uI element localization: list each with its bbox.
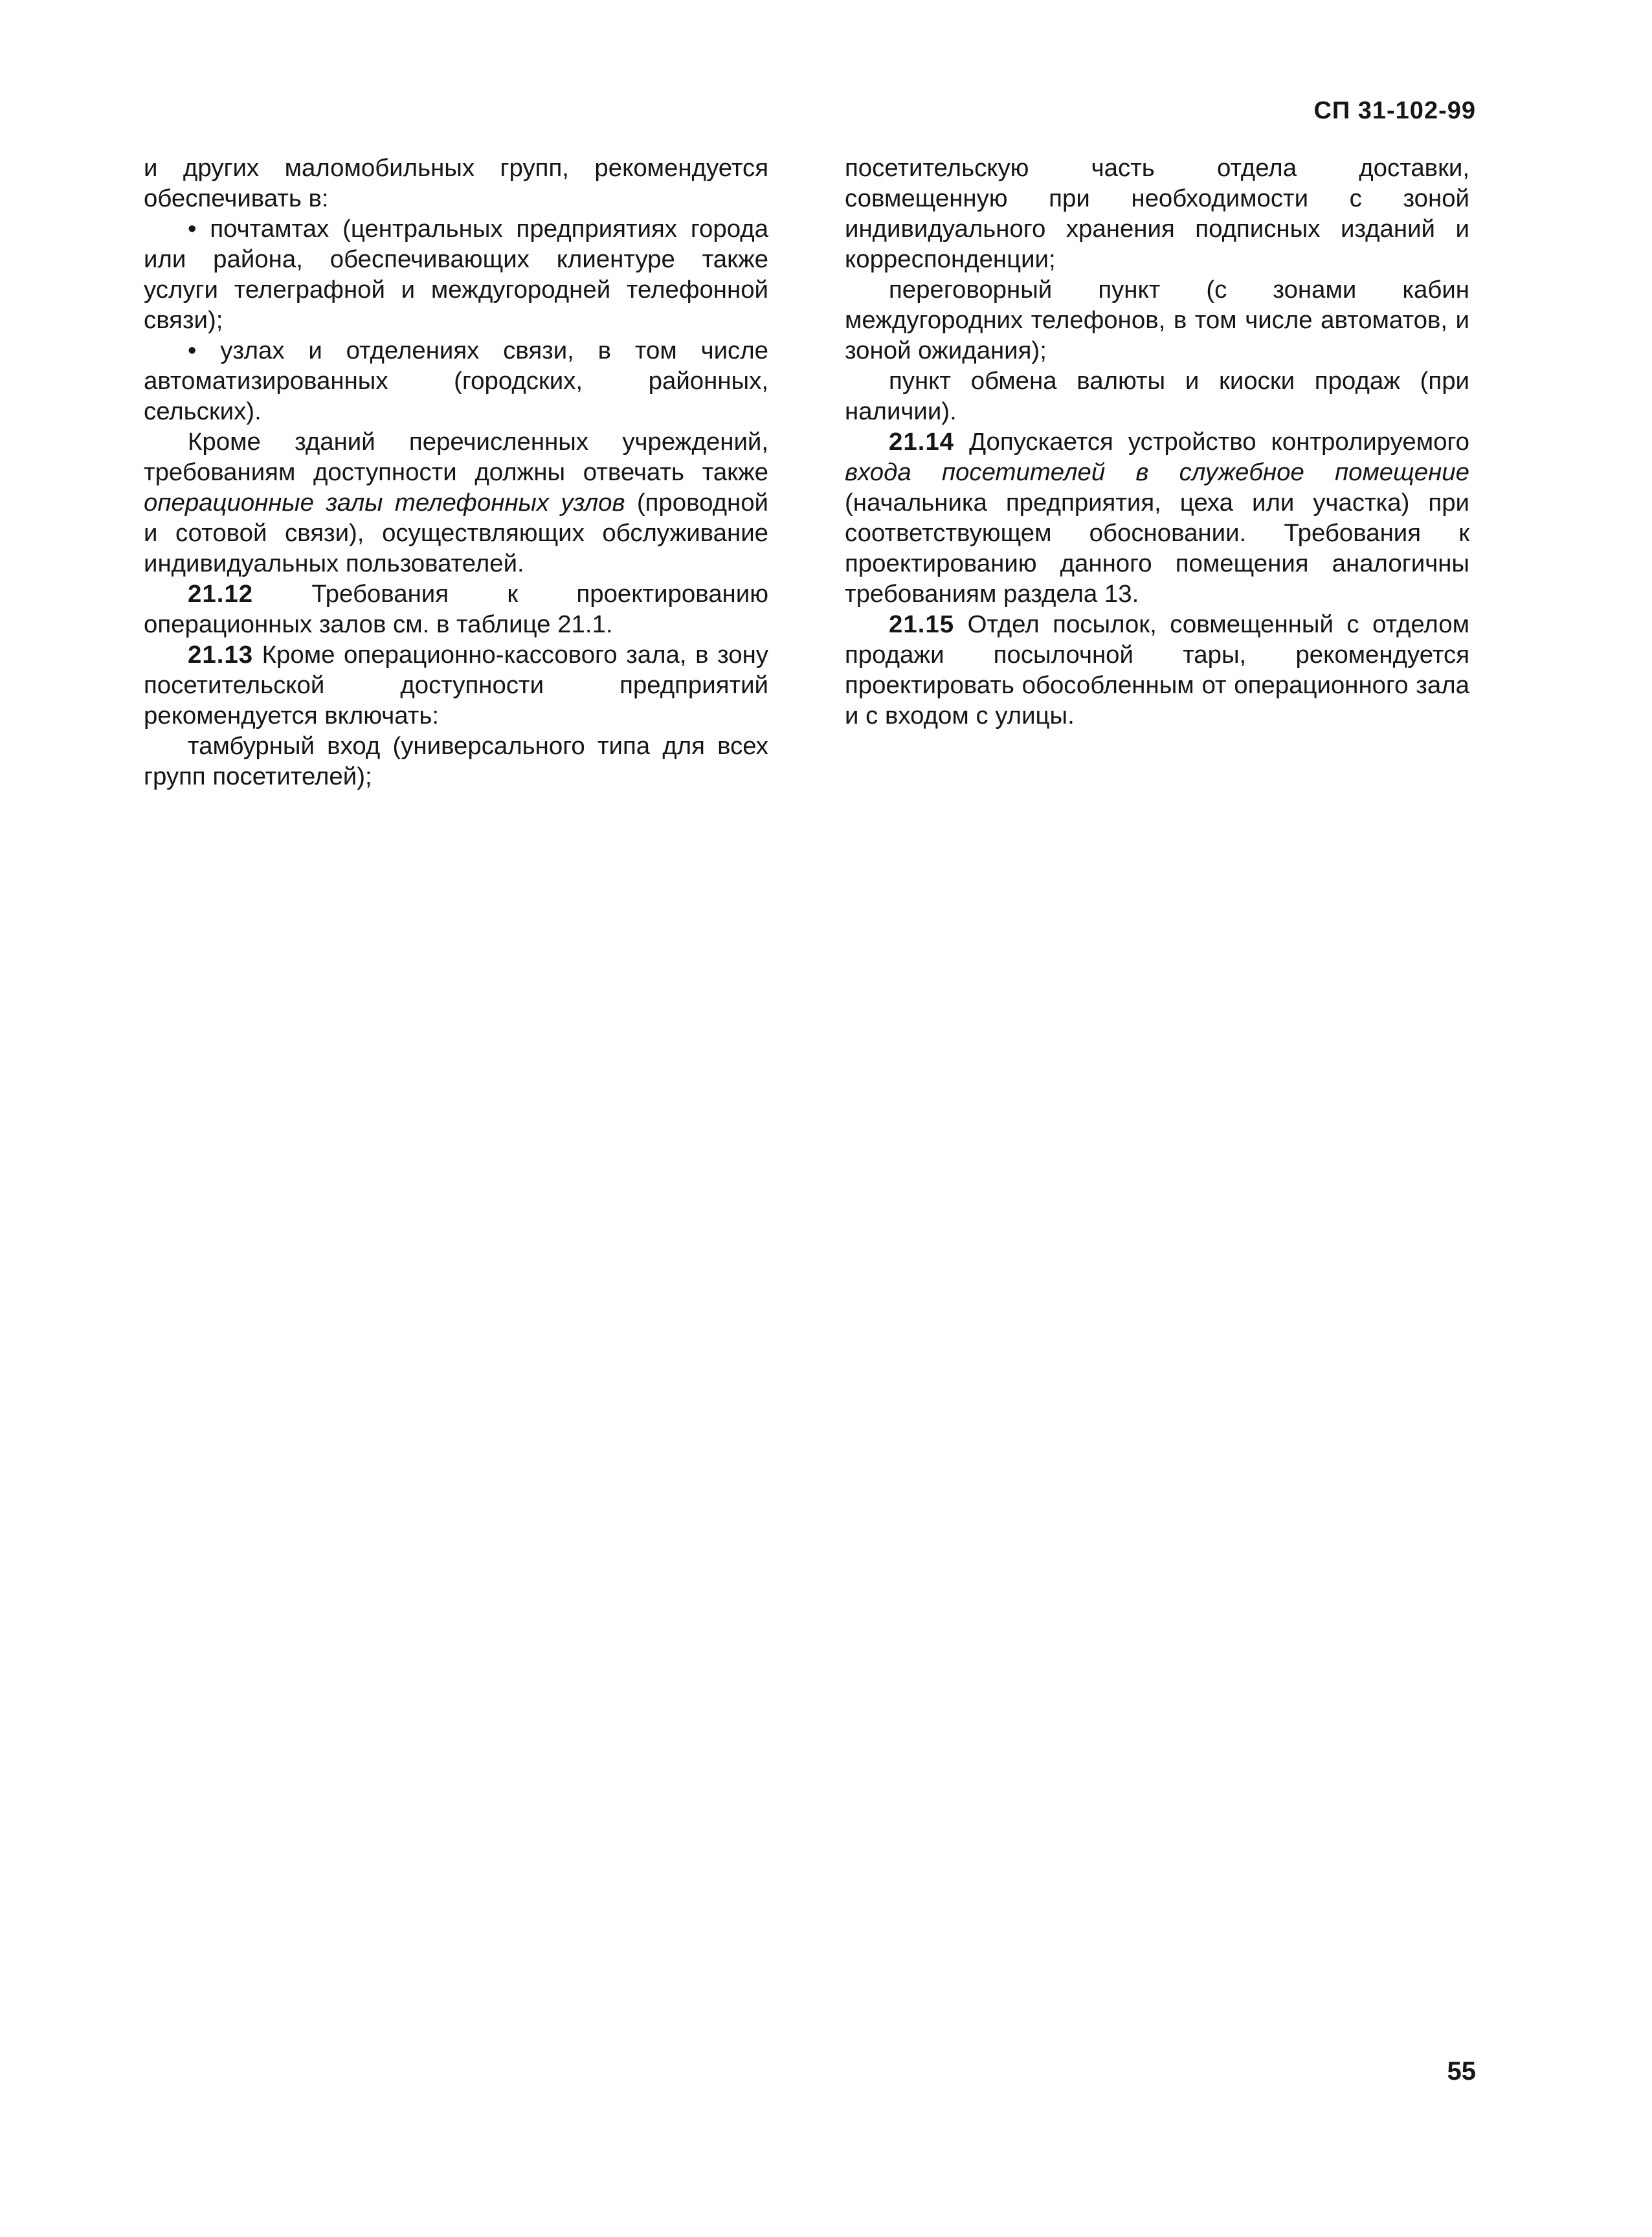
clause-number: 21.15: [889, 610, 955, 638]
document-code: СП 31-102-99: [1313, 97, 1476, 124]
right-column: [845, 153, 1469, 731]
clause-21-15: [845, 609, 1469, 731]
clause-number: 21.12: [188, 580, 254, 608]
list-item: переговорный пункт (с зонами кабин междугородних телефонов, в том числе автоматов, и зоной ожидания);: [845, 276, 1469, 364]
bullet-item: • узлах и отделениях связи, в том числе автоматизированных (городских, районных, сельских).: [144, 337, 768, 425]
emphasis-text: операционные залы телефонных узлов: [144, 489, 625, 517]
paragraph-text: Кроме зданий перечисленных учреждений, требованиям доступности должны отвечать также: [144, 428, 768, 486]
clause-number: 21.14: [889, 428, 955, 456]
clause-text: Допускается устройство контролируемого: [954, 428, 1469, 456]
clause-21-13: [144, 640, 768, 731]
clause-text: Отдел посылок, совмещенный с отделом продажи посылочной тары, рекомендуется проектировать обособленным от операционного зала и с входом с улицы.: [845, 610, 1469, 729]
list-item: пункт обмена валюты и киоски продаж (при наличии).: [845, 367, 1469, 425]
list-item: посетительскую часть отдела доставки, совмещенную при необходимости с зоной индивидуального хранения подписных изданий и корреспонденции;: [845, 154, 1469, 273]
paragraph: [144, 427, 768, 579]
list-item: тамбурный вход (универсального типа для всех групп посетителей);: [144, 732, 768, 790]
page-number: 55: [1447, 2057, 1476, 2086]
clause-number: 21.13: [188, 641, 254, 669]
left-column: [144, 153, 768, 792]
bullet-item: • почтамтах (центральных предприятиях города или района, обеспечивающих клиентуре также услуги телеграфной и междугородней телефонной связи);: [144, 215, 768, 334]
emphasis-text: входа посетителей в служебное помещение: [845, 458, 1469, 486]
paragraph-text: (проводной и сотовой связи), осуществляющих обслуживание индивидуальных пользователей.: [144, 489, 768, 577]
clause-text: (начальника предприятия, цеха или участка) при соответствующем обосновании. Требования к проектированию данного помещения аналогичны требованиям раздела 13.: [845, 489, 1469, 608]
clause-21-14: [845, 427, 1469, 609]
clause-text: Требования к проектированию операционных залов см. в таблице 21.1.: [144, 580, 768, 638]
clause-21-12: [144, 579, 768, 640]
clause-text: Кроме операционно-кассового зала, в зону посетительской доступности предприятий рекомендуется включать:: [144, 641, 768, 729]
paragraph: и других маломобильных групп, рекомендуется обеспечивать в:: [144, 154, 768, 212]
